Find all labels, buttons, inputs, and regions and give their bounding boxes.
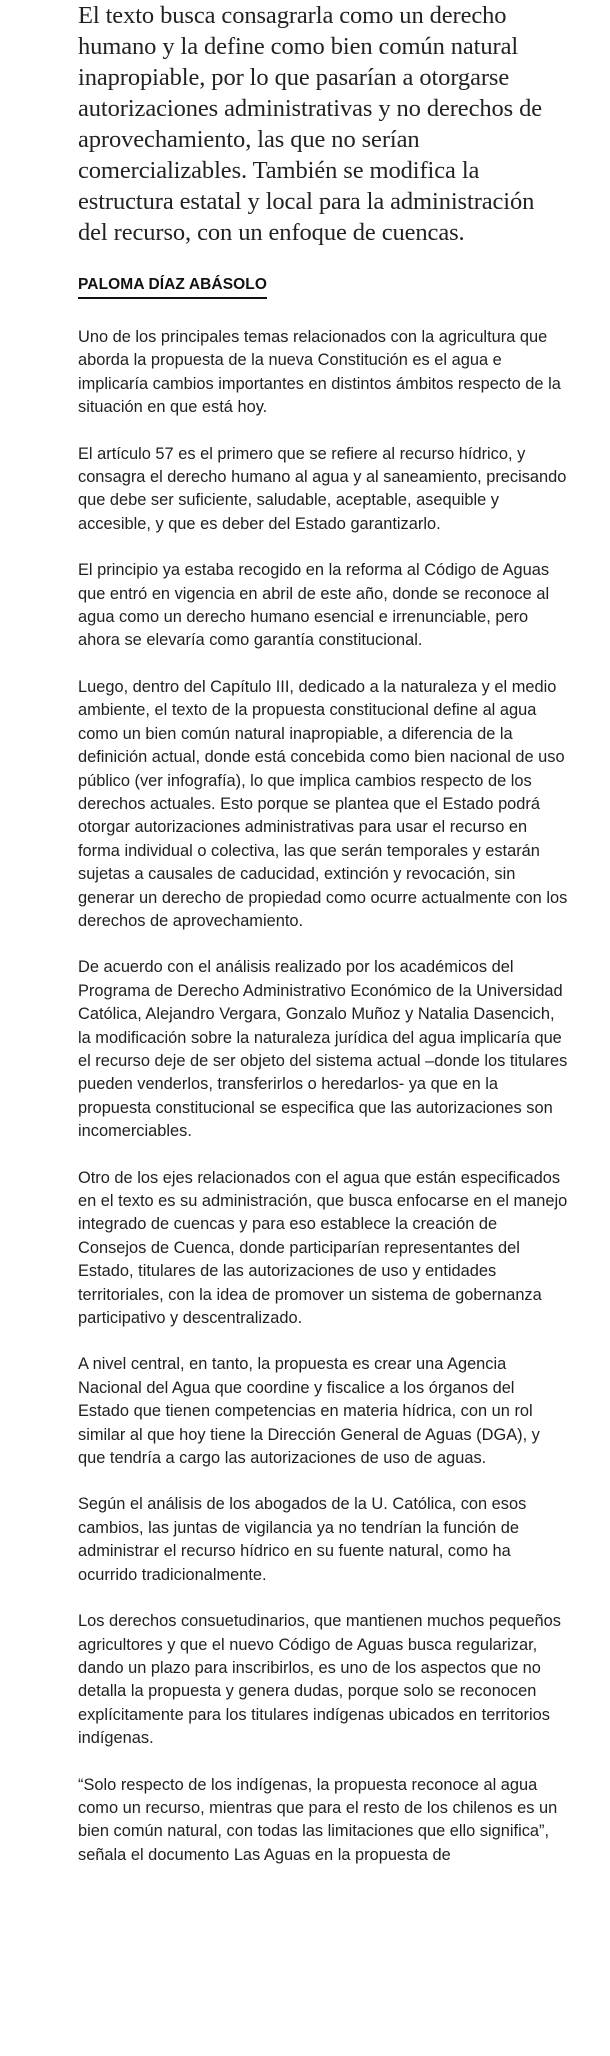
paragraph: Los derechos consuetudinarios, que mantienen muchos pequeños agricultores y que el nuevo Código de Aguas busca regularizar, dando un plazo para inscribirlos, es uno de los aspectos que no detalla la propuesta y genera dudas, porque solo se reconocen explícitamente para los titulares indígenas ubicados en territorios indígenas. bbox=[78, 1612, 561, 1748]
article-body bbox=[78, 326, 568, 1867]
article bbox=[78, 0, 568, 1890]
paragraph: Según el análisis de los abogados de la U. Católica, con esos cambios, las juntas de vigilancia ya no tendrían la función de administrar el recurso hídrico en su fuente natural, como ha ocurrido tradicionalmente. bbox=[78, 1495, 527, 1584]
paragraph: Luego, dentro del Capítulo III, dedicado a la naturaleza y el medio ambiente, el texto de la propuesta constitucional define al agua como un bien común natural inapropiable, a diferencia de la definición actual, donde está concebida como bien nacional de uso público (ver infografía), lo que implica cambios respecto de los derechos actuales. Esto porque se plantea que el Estado podrá otorgar autorizaciones administrativas para usar el recurso en forma individual o colectiva, las que serán temporales y estarán sujetas a causales de caducidad, extinción y revocación, sin generar un derecho de propiedad como ocurre actualmente con los derechos de aprovechamiento. bbox=[78, 677, 568, 930]
paragraph: Otro de los ejes relacionados con el agua que están especificados en el texto es su administración, que busca enfocarse en el manejo integrado de cuencas y para eso establece la creación de Consejos de Cuenca, donde participarían representantes del Estado, titulares de las autorizaciones de uso y entidades territoriales, con la idea de promover un sistema de gobernanza participativo y descentralizado. bbox=[78, 1168, 568, 1328]
paragraph: Uno de los principales temas relacionados con la agricultura que aborda la propuesta de la nueva Constitución es el agua e implicaría cambios importantes en distintos ámbitos respecto de la situación en que está hoy. bbox=[78, 328, 561, 417]
paragraph: De acuerdo con el análisis realizado por los académicos del Programa de Derecho Administrativo Económico de la Universidad Católica, Alejandro Vergara, Gonzalo Muñoz y Natalia Dasencich, la modificación sobre la naturaleza jurídica del agua implicaría que el recurso deje de ser objeto del sistema actual –donde los titulares pueden venderlos, transferirlos o heredarlos- ya que en la propuesta constitucional se especifica que las autorizaciones son incomerciables. bbox=[78, 958, 568, 1141]
paragraph: El principio ya estaba recogido en la reforma al Código de Aguas que entró en vigencia en abril de este año, donde se reconoce al agua como un derecho humano esencial e irrenunciable, pero ahora se elevaría como garantía constitucional. bbox=[78, 561, 550, 650]
paragraph: A nivel central, en tanto, la propuesta es crear una Agencia Nacional del Agua que coordine y fiscalice a los órganos del Estado que tienen competencias en materia hídrica, con un rol similar al que hoy tiene la Dirección General de Aguas (DGA), y que tendría a cargo las autorizaciones de uso de aguas. bbox=[78, 1355, 540, 1468]
paragraph: “Solo respecto de los indígenas, la propuesta reconoce al agua como un recurso, mientras que para el resto de los chilenos es un bien común natural, con todas las limitaciones que ello significa”, señala el documento Las Aguas en la propuesta de bbox=[78, 1775, 558, 1864]
paragraph: El artículo 57 es el primero que se refiere al recurso hídrico, y consagra el derecho humano al agua y al saneamiento, precisando que debe ser suficiente, saludable, aceptable, asequible y accesible, y que es deber del Estado garantizarlo. bbox=[78, 444, 567, 533]
article-lead: El texto busca consagrarla como un derecho humano y la define como bien común natural inapropiable, por lo que pasarían a otorgarse autorizaciones administrativas y no derechos de aprovechamiento, las que no serían comercializables. También se modifica la estructura estatal y local para la administración del recurso, con un enfoque de cuencas. bbox=[78, 2, 543, 246]
author-link[interactable]: PALOMA DÍAZ ABÁSOLO bbox=[78, 276, 267, 299]
